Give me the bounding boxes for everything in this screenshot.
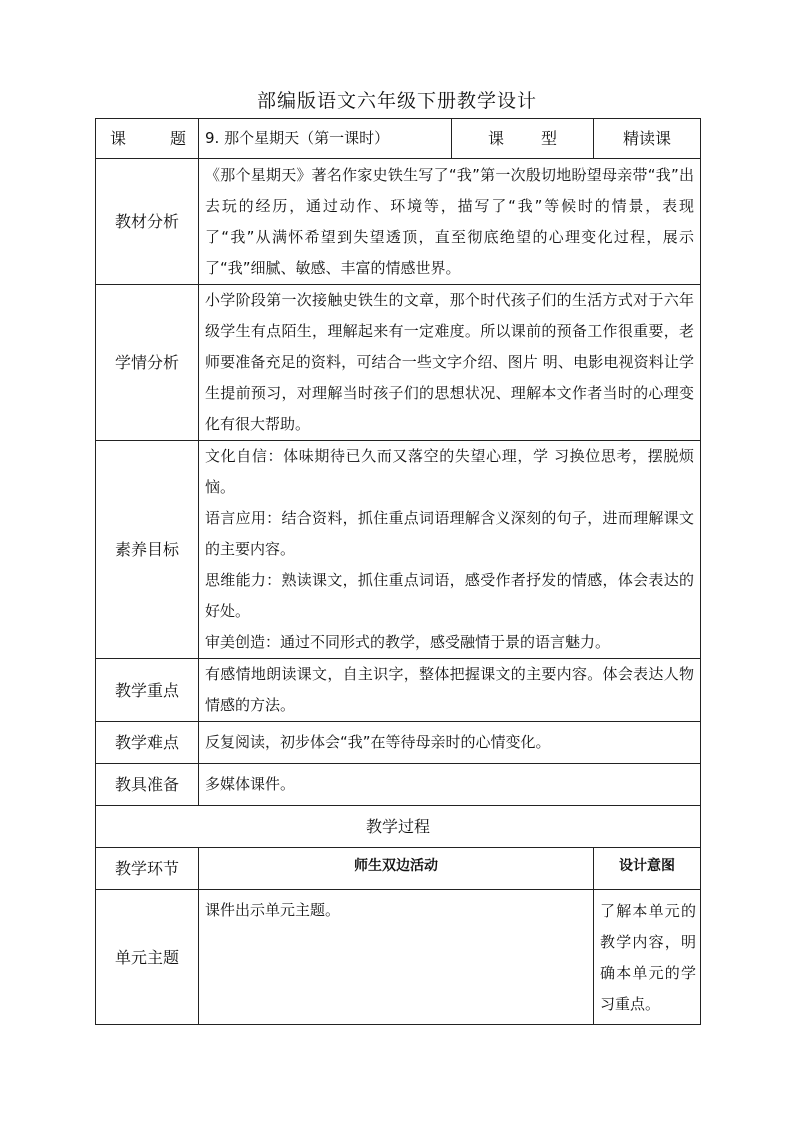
key-points-text: 有感情地朗读课文，自主识字，整体把握课文的主要内容。体会表达人物情感的方法。 [199,659,701,722]
topic-label: 课 题 [96,119,199,159]
type-label: 课 型 [452,119,594,159]
process-heading: 教学过程 [96,806,701,848]
difficulties-text: 反复阅读，初步体会“我”在等待母亲时的心情变化。 [199,722,701,764]
tools-text: 多媒体课件。 [199,764,701,806]
tools-row [96,764,701,806]
col-activity-header: 师生双边活动 [199,848,594,890]
goal-culture: 文化自信：体味期待已久而又落空的失望心理，学 习换位思考，摆脱烦恼。 [205,447,694,496]
lesson-plan-table [95,118,701,1025]
activity-text: 课件出示单元主题。 [199,890,594,1025]
unit-theme-row [96,890,701,1025]
material-row [96,159,701,285]
key-points-label: 教学重点 [96,659,199,722]
students-text: 小学阶段第一次接触史铁生的文章，那个时代孩子们的生活方式对于六年级学生有点陌生，理解起来有一定难度。所以课前的预备工作很重要，老师要准备充足的资料，可结合一些文字介绍、图片 明、电影电视资料让学生提前预习，对理解当时孩子们的思想状况、理解本文作者当时的心理变化有很大帮助。 [199,285,701,441]
type-value: 精读课 [594,119,701,159]
key-points-row [96,659,701,722]
goal-aesthetic: 审美创造：通过不同形式的教学，感受融情于景的语言魅力。 [205,633,611,651]
document-title: 部编版语文六年级下册教学设计 [256,90,537,112]
goals-row [96,441,701,659]
process-heading-row [96,806,701,848]
goals-cell [199,441,701,659]
goal-thinking: 思维能力：熟读课文，抓住重点词语，感受作者抒发的情感，体会表达的好处。 [205,571,694,620]
col-intent-header: 设计意图 [594,848,701,890]
intent-text: 了解本单元的教学内容，明确本单元的学习重点。 [594,890,701,1025]
students-label: 学情分析 [96,285,199,441]
material-text: 《那个星期天》著名作家史铁生写了“我”第一次殷切地盼望母亲带“我”出去玩的经历，通过动作、环境等，描写了“我”等候时的情景，表现了“我”从满怀希望到失望透顶，直至彻底绝望的心理变化过程，展示了“我”细腻、敏感、丰富的情感世界。 [199,159,701,285]
col-stage-header: 教学环节 [96,848,199,890]
topic-row [96,119,701,159]
goal-language: 语言应用：结合资料，抓住重点词语理解含义深刻的句子，进而理解课文的主要内容。 [205,509,694,558]
material-label: 教材分析 [96,159,199,285]
topic-value: 9. 那个星期天（第一课时） [199,119,452,159]
stage-unit-theme: 单元主题 [96,890,199,1025]
process-header-row [96,848,701,890]
difficulties-row [96,722,701,764]
goals-label: 素养目标 [96,441,199,659]
students-row [96,285,701,441]
tools-label: 教具准备 [96,764,199,806]
difficulties-label: 教学难点 [96,722,199,764]
